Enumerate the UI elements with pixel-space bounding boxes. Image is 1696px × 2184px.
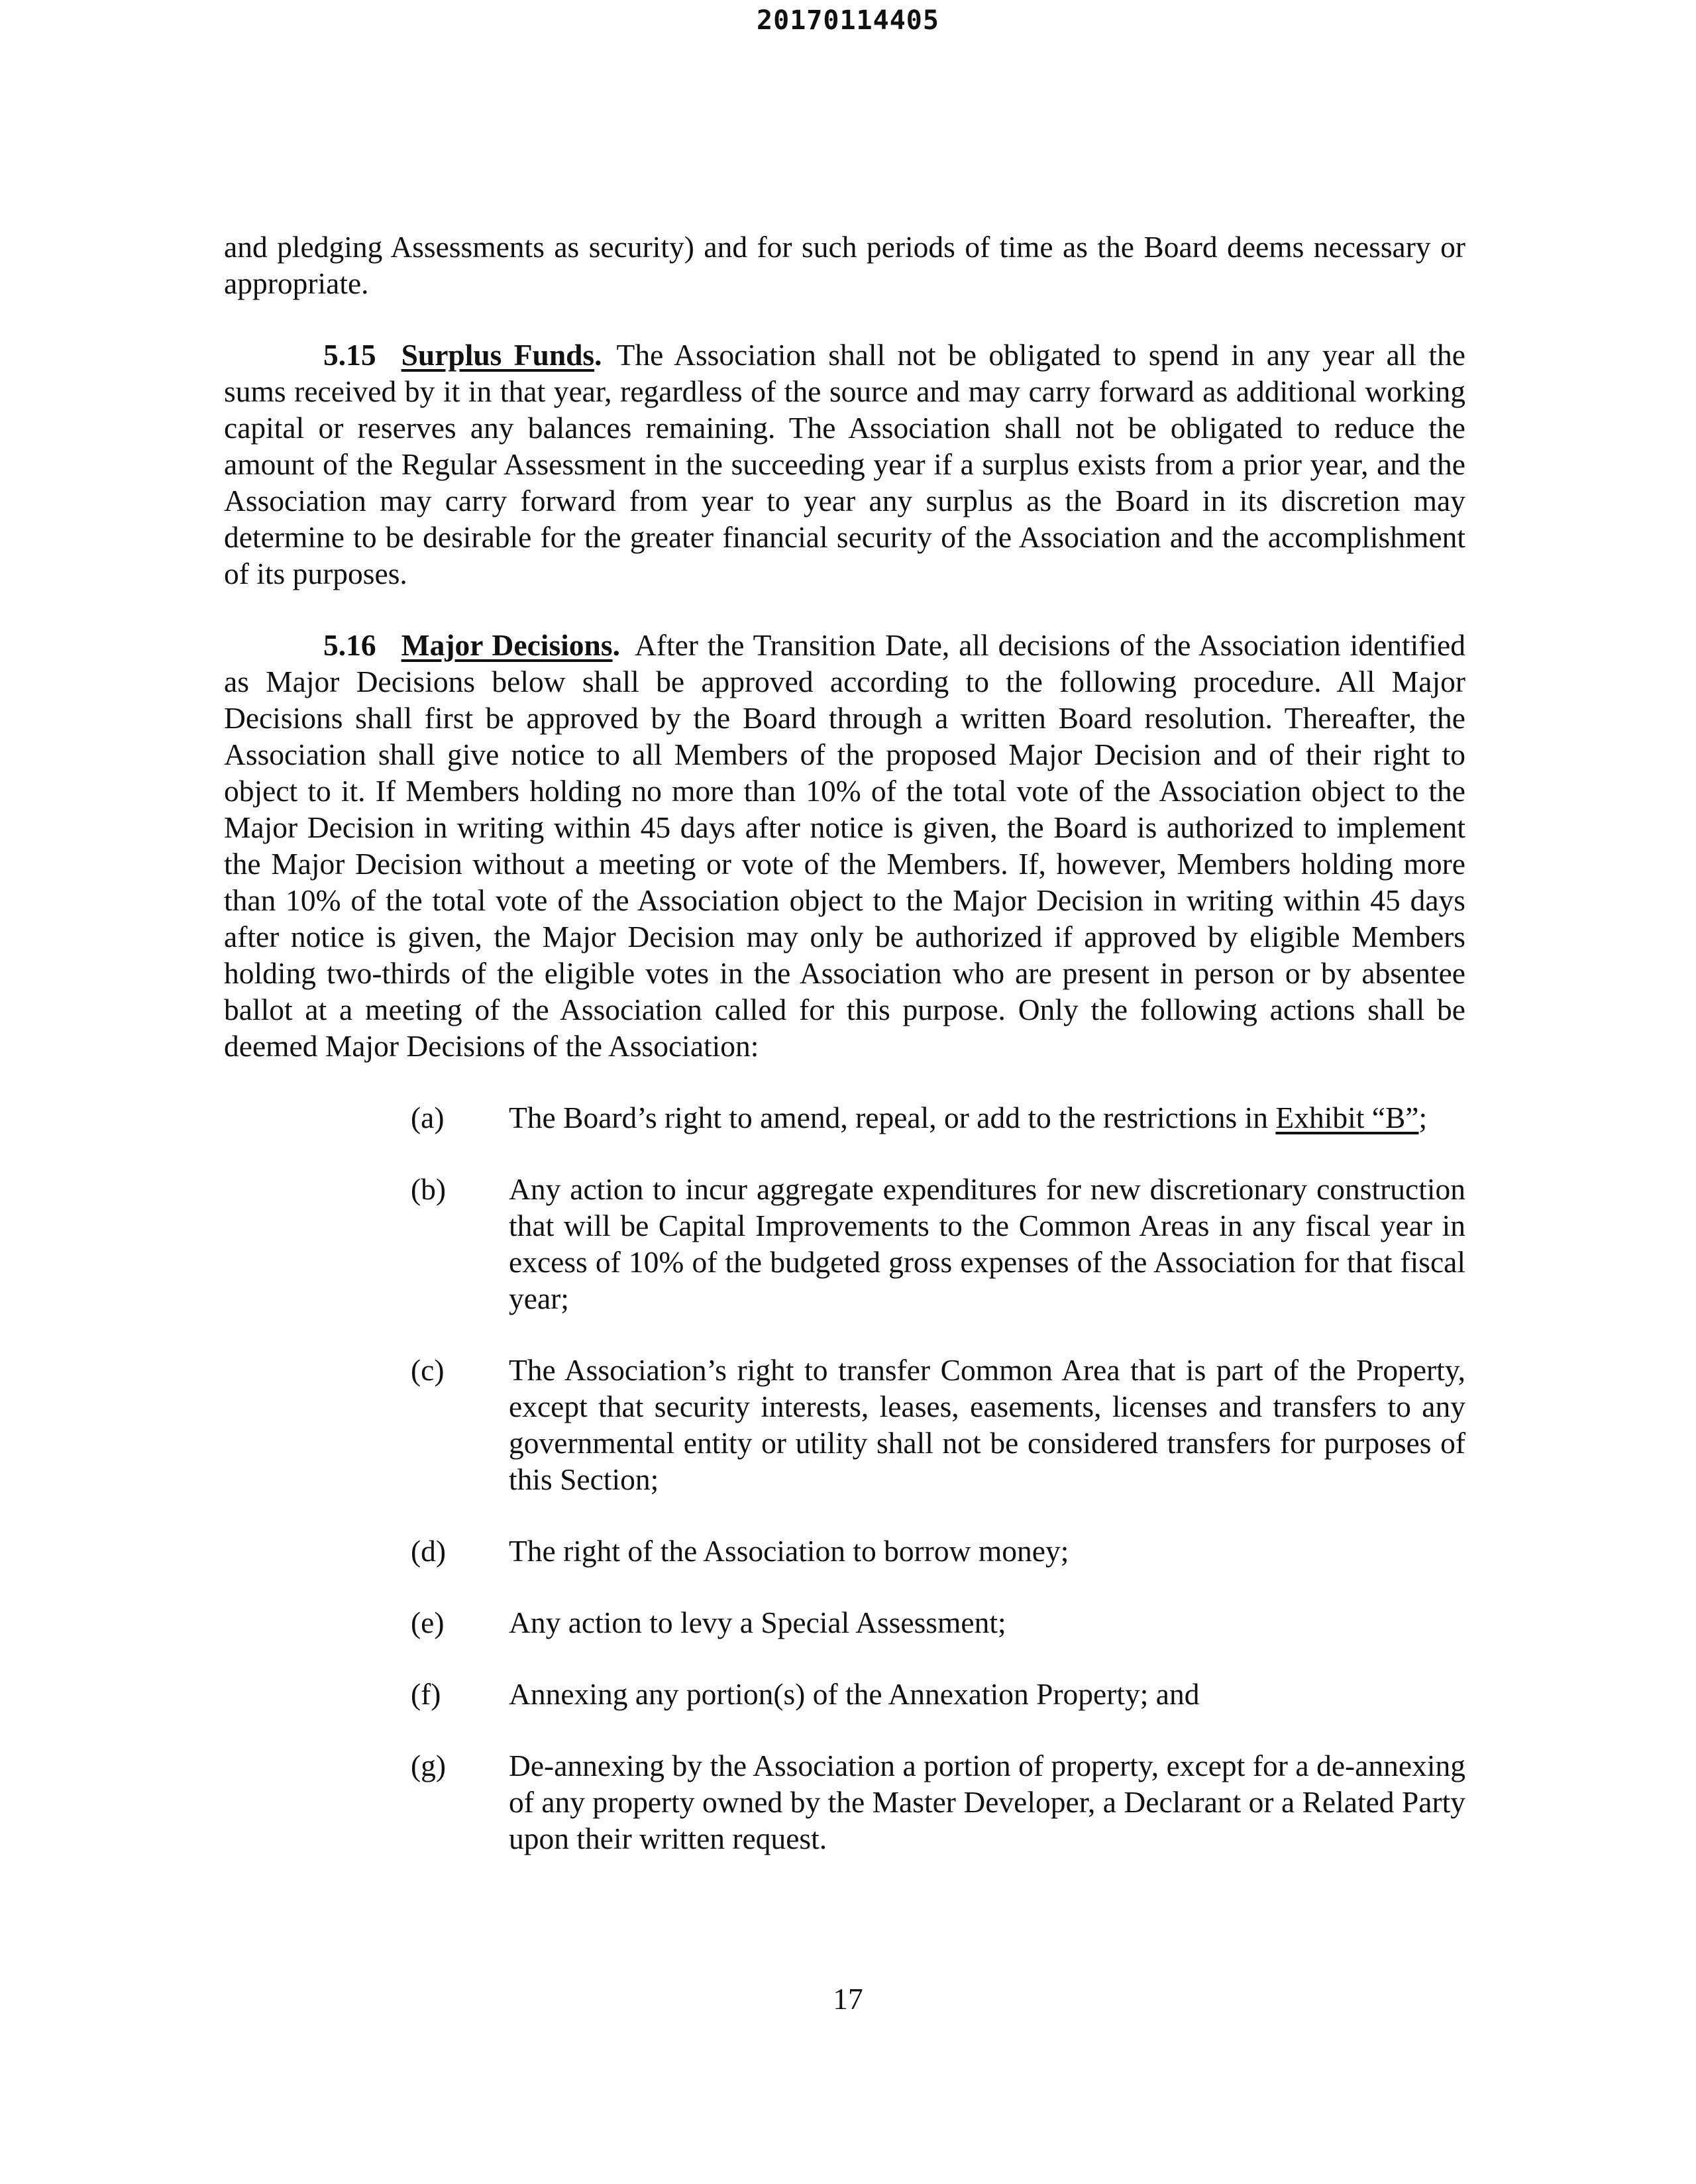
list-item-d (224, 1533, 1465, 1569)
section-5-16-title: Major Decisions (401, 628, 613, 662)
section-5-16-body: After the Transition Date, all decisions of the Association identified as Major Decisions below shall be approved according to the following procedure. All Major Decisions shall first be approved by the Board through a written Board resolution. Thereafter, the Association shall give notice to all Members of the proposed Major Decision and of their right to object to it. If Members holding no more than 10% of the total vote of the Association object to the Major Decision in writing within 45 days after notice is given, the Board is authorized to implement the Major Decision without a meeting or vote of the Members. If, however, Members holding more than 10% of the total vote of the Association object to the Major Decision in writing within 45 days after notice is given, the Major Decision may only be authorized if approved by eligible Members holding two-thirds of the eligible votes in the Association who are present in person or by absentee ballot at a meeting of the Association called for this purpose. Only the following actions shall be deemed Major Decisions of the Association: (224, 628, 1465, 1063)
section-5-15-body: The Association shall not be obligated to spend in any year all the sums received by it in that year, regardless of the source and may carry forward as additional working capital or reserves any balances remaining. The Association shall not be obligated to reduce the amount of the Regular Assessment in the succeeding year if a surplus exists from a prior year, and the Association may carry forward from year to year any surplus as the Board in its discretion may determine to be desirable for the greater financial security of the Association and the accomplishment of its purposes. (224, 338, 1465, 590)
section-5-15-title: Surplus Funds (401, 338, 595, 372)
major-decisions-list (224, 1099, 1465, 1857)
list-item-c (224, 1352, 1465, 1498)
list-item-g-label: (g) (411, 1749, 447, 1782)
list-item-g (224, 1747, 1465, 1857)
list-item-e-text: Any action to levy a Special Assessment; (509, 1606, 1006, 1639)
list-item-c-label: (c) (411, 1353, 445, 1387)
list-item-g-text: De-annexing by the Association a portion of property, except for a de-annexing of any property owned by the Master Developer, a Declarant or a Related Party upon their written request. (509, 1749, 1465, 1855)
page-body (224, 229, 1465, 1892)
exhibit-b-reference: Exhibit “B” (1275, 1101, 1419, 1134)
list-item-a (224, 1099, 1465, 1136)
list-item-f-label: (f) (411, 1677, 441, 1711)
section-5-15-paragraph: 5.15 Surplus Funds. The Association shall not be obligated to spend in any year all the sums received by it in that year, regardless of the source and may carry forward as additional working capital or reserves any balances remaining. The Association shall not be obligated to reduce the amount of the Regular Assessment in the succeeding year if a surplus exists from a prior year, and the Association may carry forward from year to year any surplus as the Board in its discretion may determine to be desirable for the greater financial security of the Association and the accomplishment of its purposes. (224, 338, 1465, 590)
document-number: 20170114405 (757, 5, 939, 36)
list-item-c-text: The Association’s right to transfer Common Area that is part of the Property, except that security interests, leases, easements, licenses and transfers to any governmental entity or utility shall not be considered transfers for purposes of this Section; (509, 1353, 1465, 1496)
page-number: 17 (833, 1982, 863, 2016)
list-item-a-label: (a) (411, 1101, 445, 1134)
list-item-d-text: The right of the Association to borrow money; (509, 1534, 1069, 1568)
list-item-b-label: (b) (411, 1172, 447, 1206)
list-item-d-label: (d) (411, 1534, 447, 1568)
continuation-paragraph: and pledging Assessments as security) and for such periods of time as the Board deems necessary or appropriate. (224, 230, 1465, 300)
section-5-16-paragraph: 5.16 Major Decisions. After the Transition Date, all decisions of the Association identified as Major Decisions below shall be approved according to the following procedure. All Major Decisions shall first be approved by the Board through a written Board resolution. Thereafter, the Association shall give notice to all Members of the proposed Major Decision and of their right to object to it. If Members holding no more than 10% of the total vote of the Association object to the Major Decision in writing within 45 days after notice is given, the Board is authorized to implement the Major Decision without a meeting or vote of the Members. If, however, Members holding more than 10% of the total vote of the Association object to the Major Decision in writing within 45 days after notice is given, the Major Decision may only be authorized if approved by eligible Members holding two-thirds of the eligible votes in the Association who are present in person or by absentee ballot at a meeting of the Association called for this purpose. Only the following actions shall be deemed Major Decisions of the Association: (224, 628, 1465, 1063)
list-item-f (224, 1676, 1465, 1712)
section-5-16-number: 5.16 (323, 628, 376, 662)
section-5-15-number: 5.15 (323, 338, 376, 372)
list-item-f-text: Annexing any portion(s) of the Annexation Property; and (509, 1677, 1200, 1711)
list-item-a-text: The Board’s right to amend, repeal, or add to the restrictions in Exhibit “B”; (509, 1101, 1428, 1134)
list-item-b-text: Any action to incur aggregate expenditures for new discretionary construction that will be Capital Improvements to the Common Areas in any fiscal year in excess of 10% of the budgeted gross expenses of the Association for that fiscal year; (509, 1172, 1465, 1315)
list-item-b (224, 1171, 1465, 1317)
list-item-e-label: (e) (411, 1606, 445, 1639)
list-item-e (224, 1604, 1465, 1641)
